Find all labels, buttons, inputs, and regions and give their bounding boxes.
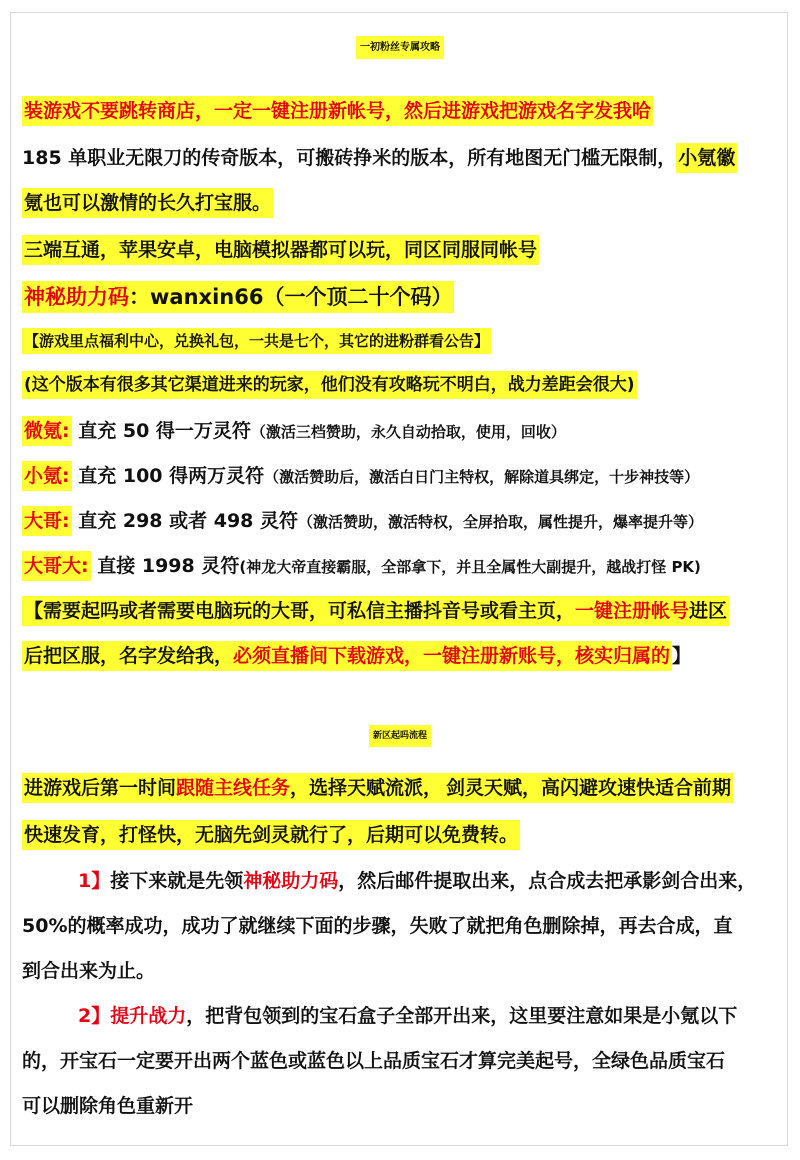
- redeem-instructions: 【游戏里点福利中心，兑换礼包，一共是七个，其它的进粉群看公告】: [22, 328, 491, 354]
- version-description: 185 单职业无限刀的传奇版本，可搬砖挣米的版本，所有地图无门槛无限制， 小氪徽: [22, 145, 737, 171]
- tier-row: 微氪: 直充 50 得一万灵符（激活三档赞助，永久自动拾取，使用，回收）: [22, 418, 566, 445]
- step-line: 的，开宝石一定要开出两个蓝色或蓝色以上品质宝石才算完美起号，全绿色品质宝石: [22, 1050, 726, 1072]
- install-notice: 装游戏不要跳转商店，一定一键注册新帐号，然后进游戏把游戏名字发我哈: [22, 98, 653, 124]
- tier-row: 大哥大: 直接 1998 灵符(神龙大帝直接霸服，全部拿下，并且全属性大副提升，越战打怪 PK): [22, 553, 701, 580]
- section-title: 新区起吗流程: [0, 728, 800, 741]
- tier-row: 大哥: 直充 298 或者 498 灵符（激活赞助，激活特权，全屏拾取，属性提升，爆率提升等）: [22, 508, 703, 535]
- tier-row: 小氪: 直充 100 得两万灵符（激活赞助后，激活白日门主特权，解除道具绑定，十步神技等）: [22, 463, 699, 490]
- player-notice: (这个版本有很多其它渠道进来的玩家，他们没有攻略玩不明白，战力差距会很大): [22, 372, 637, 398]
- platform-info: 三端互通，苹果安卓，电脑模拟器都可以玩，同区同服同帐号: [22, 237, 539, 263]
- flow-line: 快速发育，打怪快，无脑先剑灵就行了，后期可以免费转。: [22, 822, 520, 848]
- step-line: 2】提升战力，把背包领到的宝石盒子全部开出来，这里要注意如果是小氪以下: [78, 1005, 738, 1027]
- page-title: 一初粉丝专属攻略: [0, 38, 800, 53]
- step-line: 可以删除角色重新开: [22, 1095, 194, 1117]
- flow-line: 进游戏后第一时间跟随主线任务，选择天赋流派， 剑灵天赋，高闪避攻速快适合前期: [22, 775, 733, 801]
- big-player-notice-cont: 后把区服，名字发给我，必须直播间下载游戏，一键注册新账号，核实归属的 】: [22, 643, 691, 669]
- version-description-cont: 氪也可以激情的长久打宝服。: [22, 190, 273, 216]
- big-player-notice: 【需要起吗或者需要电脑玩的大哥，可私信主播抖音号或看主页，一键注册帐号进区: [22, 598, 729, 624]
- step-line: 50%的概率成功，成功了就继续下面的步骤，失败了就把角色删除掉，再去合成，直: [22, 915, 733, 937]
- step-line: 到合出来为止。: [22, 960, 156, 982]
- step-line: 1】接下来就是先领神秘助力码，然后邮件提取出来，点合成去把承影剑合出来，: [78, 870, 757, 892]
- gift-code: 神秘助力码：wanxin66（一个顶二十个码）: [22, 284, 454, 310]
